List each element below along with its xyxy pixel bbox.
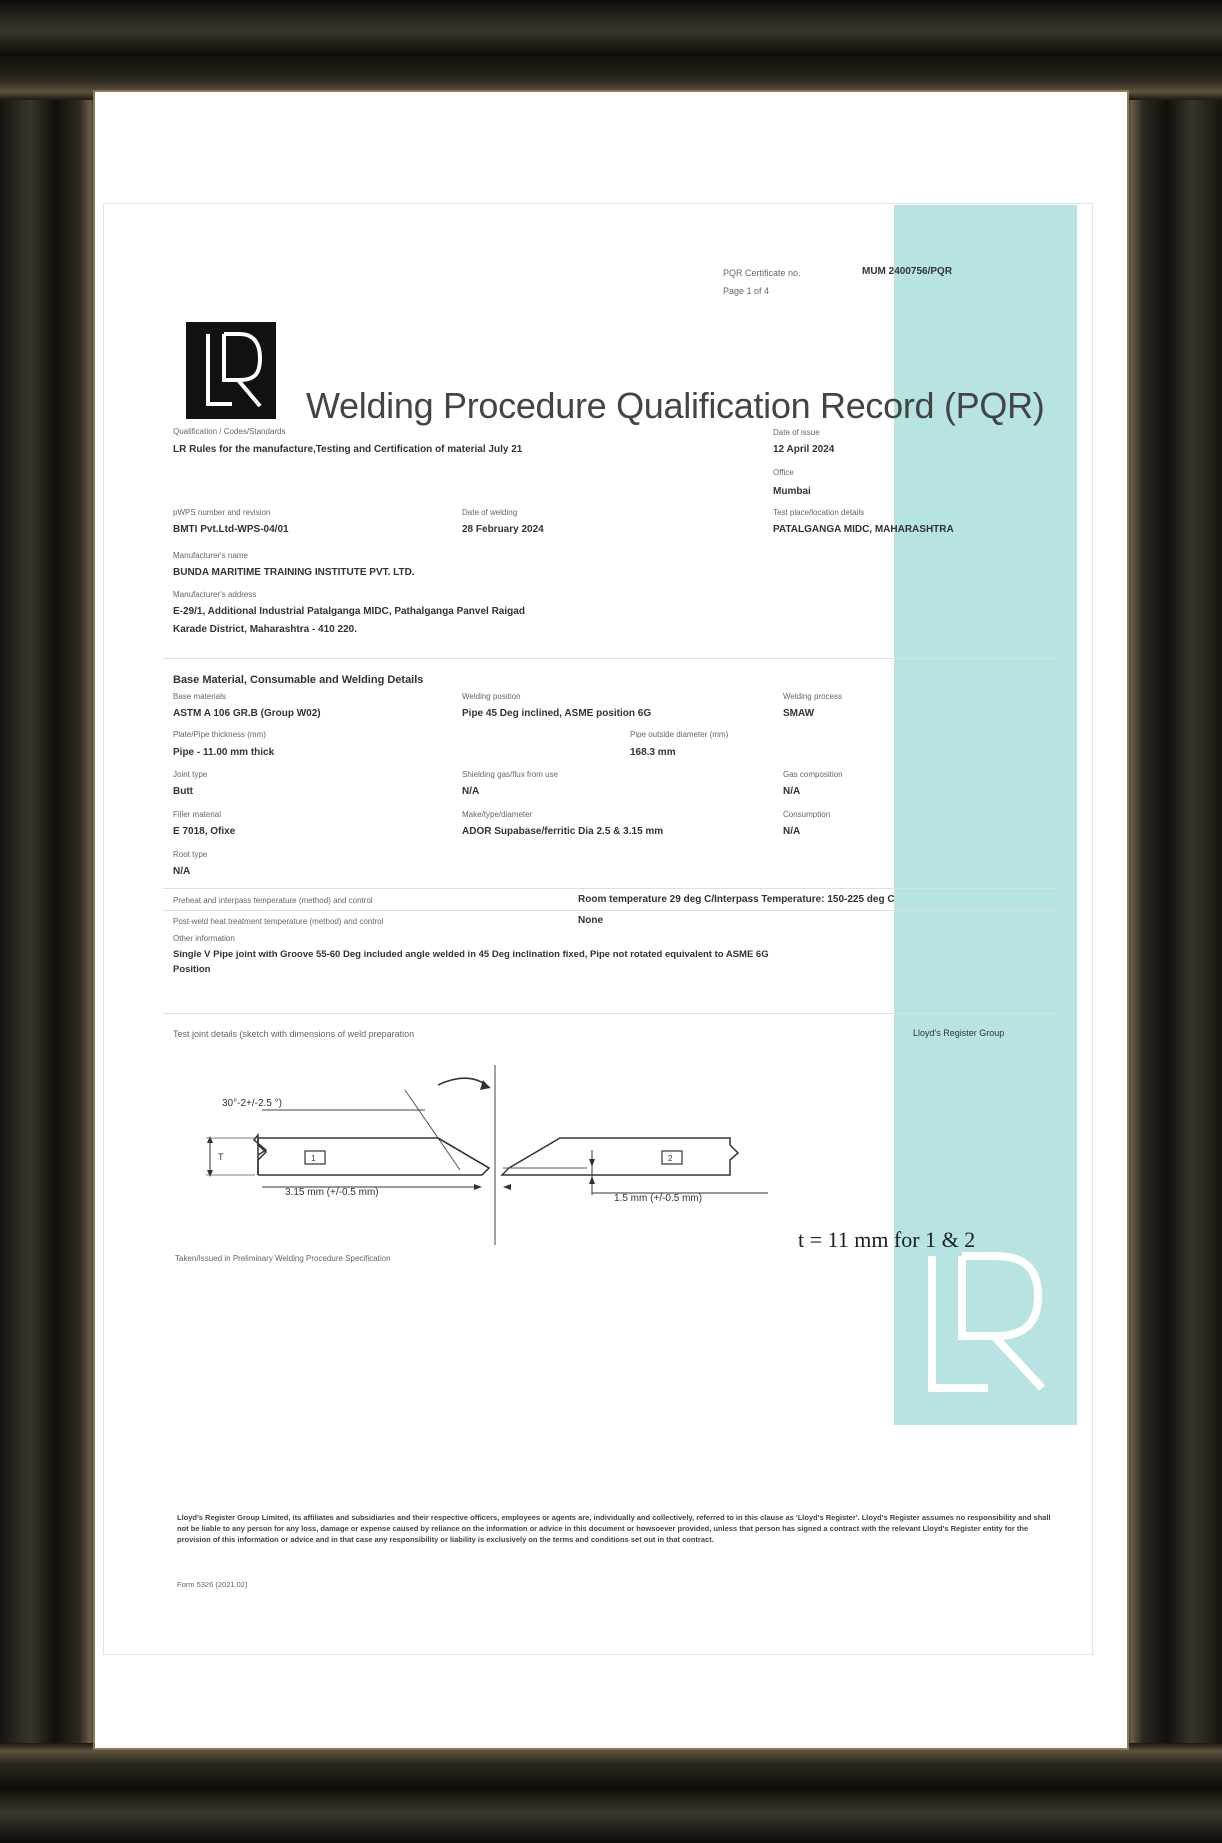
date-welding-value: 28 February 2024	[462, 524, 544, 535]
part-1-label: 1	[311, 1154, 316, 1163]
office-value: Mumbai	[773, 486, 811, 497]
other-info-line-1: Single V Pipe joint with Groove 55-60 Deg included angle welded in 45 Deg inclination fixed, Pipe not rotated equivalent to ASME 6G	[173, 949, 769, 960]
pwht-label: Post-weld heat treatment temperature (method) and control	[173, 917, 384, 926]
root-gap-label: 3.15 mm (+/-0.5 mm)	[285, 1187, 379, 1198]
test-place-value: PATALGANGA MIDC, MAHARASHTRA	[773, 524, 954, 535]
test-place-label: Test place/location details	[773, 508, 865, 517]
drawing-caption: Test joint details (sketch with dimensions of weld preparation	[173, 1029, 415, 1039]
office-label: Office	[773, 468, 794, 477]
preheat-value: Room temperature 29 deg C/Interpass Temperature: 150-225 deg C	[578, 894, 895, 905]
address-line-1: E-29/1, Additional Industrial Patalganga MIDC, Pathalganga Panvel Raigad	[173, 606, 525, 617]
divider	[163, 1013, 1057, 1014]
page-number: Page 1 of 4	[723, 286, 770, 296]
date-issue-label: Date of issue	[773, 428, 820, 437]
preheat-label: Preheat and interpass temperature (method) and control	[173, 896, 373, 905]
thickness-value: Pipe - 11.00 mm thick	[173, 747, 275, 758]
thickness-note: t = 11 mm for 1 & 2	[798, 1227, 976, 1252]
base-material-label: Base materials	[173, 692, 226, 701]
part-2-label: 2	[668, 1154, 673, 1163]
filler-value: E 7018, Ofixe	[173, 826, 236, 837]
manufacturer-label: Manufacturer's name	[173, 551, 248, 560]
thickness-label: Plate/Pipe thickness (mm)	[173, 730, 266, 739]
divider	[163, 658, 1057, 659]
welding-process-value: SMAW	[783, 708, 815, 719]
weld-joint-sketch	[180, 1050, 830, 1250]
gas-composition-label: Gas composition	[783, 770, 843, 779]
disclaimer-text: Lloyd's Register Group Limited, its affiliates and subsidiaries and their respective officers, employees or agents are, individually and collectively, referred to in this clause as 'Lloyd's Register'. Lloyd's Register assumes no responsibility and shall not be liable to any person for any loss, damage or expense caused by reliance on the information or advice in this document or howsoever provided, unless that person has signed a contract with the relevant Lloyd's Register entity for the provision of this information or advice and in that case any responsibility or liability is exclusively on the terms and conditions set out in that contract.	[177, 1513, 1051, 1544]
picture-frame-bottom	[0, 1743, 1222, 1843]
gas-composition-value: N/A	[783, 786, 801, 797]
cert-no: MUM 2400756/PQR	[862, 266, 953, 277]
date-issue-value: 12 April 2024	[773, 444, 835, 455]
qualification-value: LR Rules for the manufacture,Testing and Certification of material July 21	[173, 444, 523, 455]
address-line-2: Karade District, Maharashtra - 410 220.	[173, 624, 357, 635]
document-title: Welding Procedure Qualification Record (PQR)	[306, 385, 1045, 426]
other-info-line-2: Position	[173, 964, 211, 975]
welding-position-value: Pipe 45 Deg inclined, ASME position 6G	[462, 708, 652, 719]
pwht-value: None	[578, 915, 603, 926]
address-label: Manufacturer's address	[173, 590, 257, 599]
watermark-label: Lloyd's Register Group	[913, 1028, 1005, 1038]
angle-label: 30°-2+/-2.5 °)	[222, 1098, 282, 1109]
divider	[163, 888, 1057, 889]
consumption-label: Consumption	[783, 810, 831, 819]
diameter-label: Pipe outside diameter (mm)	[630, 730, 729, 739]
joint-type-value: Butt	[173, 786, 193, 797]
shielding-gas-label: Shielding gas/flux from use	[462, 770, 559, 779]
other-info-label: Other information	[173, 934, 235, 943]
drawing-footnote: Taken/Issued in Preliminary Welding Procedure Specification	[175, 1254, 391, 1263]
filler-label: Filler material	[173, 810, 222, 819]
make-value: ADOR Supabase/ferritic Dia 2.5 & 3.15 mm	[462, 826, 664, 837]
section-title: Base Material, Consumable and Welding Details	[173, 674, 424, 686]
lr-watermark-icon	[918, 1238, 1058, 1398]
base-material-value: ASTM A 106 GR.B (Group W02)	[173, 708, 321, 719]
date-welding-label: Date of welding	[462, 508, 518, 517]
diameter-value: 168.3 mm	[630, 747, 676, 758]
make-label: Make/type/diameter	[462, 810, 533, 819]
consumption-value: N/A	[783, 826, 801, 837]
cert-no-label: PQR Certificate no.	[723, 268, 801, 278]
shielding-gas-value: N/A	[462, 786, 480, 797]
wpqr-label: pWPS number and revision	[173, 508, 271, 517]
divider	[163, 910, 1057, 911]
qualification-label: Qualification / Codes/Standards	[173, 427, 286, 436]
welding-process-label: Welding process	[783, 692, 842, 701]
root-type-label: Root type	[173, 850, 208, 859]
root-type-value: N/A	[173, 866, 191, 877]
manufacturer-value: BUNDA MARITIME TRAINING INSTITUTE PVT. LTD.	[173, 567, 415, 578]
thickness-symbol: T	[218, 1152, 224, 1162]
welding-position-label: Welding position	[462, 692, 521, 701]
picture-frame-top	[0, 0, 1222, 100]
form-number: Form 5326 (2021.02)	[177, 1580, 248, 1589]
root-face-label: 1.5 mm (+/-0.5 mm)	[614, 1193, 703, 1204]
wpqr-value: BMTI Pvt.Ltd-WPS-04/01	[173, 524, 289, 535]
joint-type-label: Joint type	[173, 770, 208, 779]
lr-logo-icon	[186, 322, 276, 419]
